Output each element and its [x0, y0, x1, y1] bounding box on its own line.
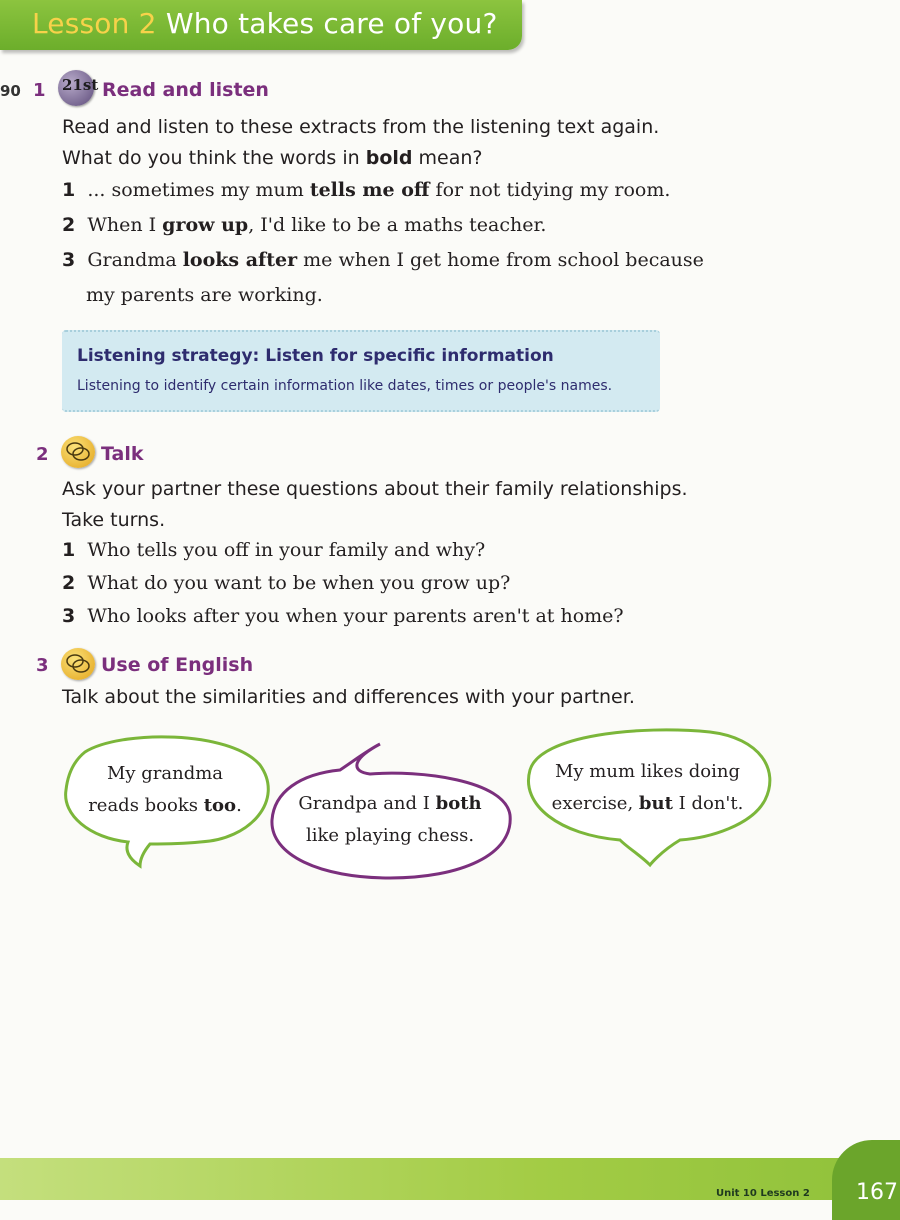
list-item: 1 Who tells you off in your family and why?	[62, 539, 486, 561]
21st-century-skills-icon: 21st	[58, 70, 94, 106]
list-item: 2 When I grow up, I'd like to be a maths teacher.	[62, 214, 547, 236]
talk-speech-icon	[61, 648, 95, 680]
talk-speech-icon	[61, 436, 95, 468]
speech-bubbles-icon	[61, 436, 95, 468]
instruction-1: Read and listen to these extracts from the listening text again. What do you think the words in bold mean?	[62, 116, 660, 169]
bubble-2-text: Grandpa and I both like playing chess.	[298, 793, 482, 846]
list-item: 1 ... sometimes my mum tells me off for not tidying my room.	[62, 179, 671, 201]
list-item: 3 Who looks after you when your parents aren't at home?	[62, 605, 624, 627]
section-heading-use-of-english: Use of English	[101, 654, 254, 676]
lesson-number: Lesson 2	[32, 7, 157, 40]
bubble-1-text: My grandma reads books too.	[88, 763, 242, 816]
listening-strategy-box	[62, 330, 660, 412]
speech-bubbles-icon	[61, 648, 95, 680]
section-number-3: 3	[36, 655, 49, 676]
list-item: 3 Grandma looks after me when I get home from school because	[62, 249, 704, 271]
strategy-title: Listening strategy: Listen for specific information	[77, 346, 554, 366]
section-number-2: 2	[36, 444, 49, 465]
track-number: 90	[0, 82, 21, 100]
lesson-title	[32, 7, 498, 40]
footer-unit-label: Unit 10 Lesson 2	[716, 1188, 810, 1199]
list-item: 2 What do you want to be when you grow up?	[62, 572, 511, 594]
page-number: 167	[856, 1180, 898, 1205]
section-number-1: 1	[33, 80, 46, 101]
instruction-3: Talk about the similarities and differences with your partner.	[62, 686, 635, 708]
bubble-3-text: My mum likes doing exercise, but I don't.	[551, 761, 744, 814]
list-item-continuation: my parents are working.	[86, 284, 323, 306]
strategy-text: Listening to identify certain information like dates, times or people's names.	[77, 378, 613, 394]
instruction-2: Ask your partner these questions about their family relationships. Take turns.	[62, 478, 688, 531]
section-heading-read-and-listen: Read and listen	[102, 79, 269, 101]
section-heading-talk: Talk	[101, 443, 144, 465]
lesson-heading: Who takes care of you?	[165, 7, 498, 40]
